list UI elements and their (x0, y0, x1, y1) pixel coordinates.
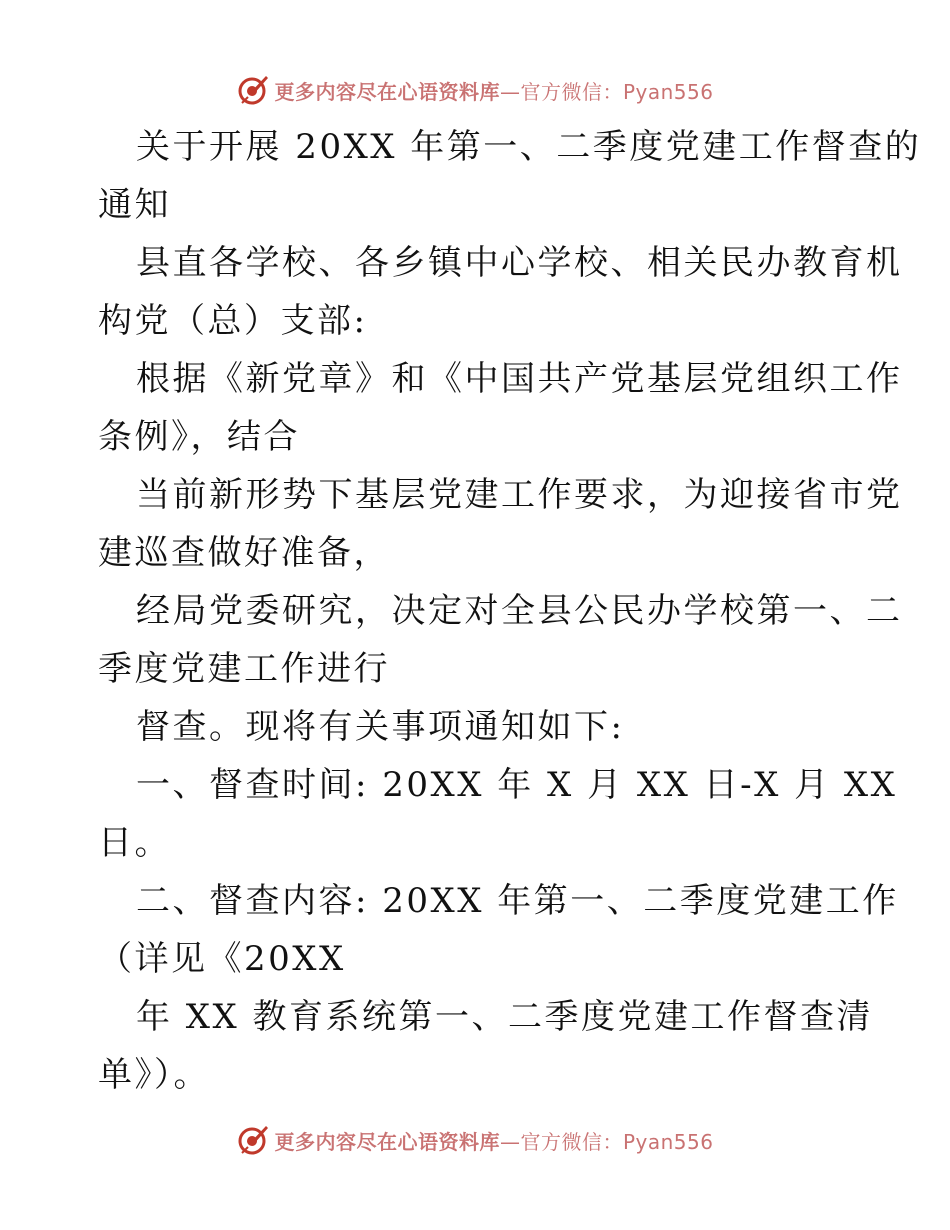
banner-contact: 官方微信：Pyan556 (520, 79, 714, 104)
body-line-1: 根据《新党章》和《中国共产党基层党组织工作 (136, 359, 903, 399)
item-content-line-3: 年 XX 教育系统第一、二季度党建工作督查清 (136, 997, 874, 1037)
banner-brand: 更多内容尽在心语资料库 (274, 1129, 500, 1154)
header-banner-text (274, 76, 713, 105)
item-time-line-2: 日。 (98, 823, 171, 863)
title-line-1: 关于开展 20XX 年第一、二季度党建工作督查的 (136, 127, 922, 167)
title-line-2: 通知 (98, 185, 171, 225)
banner-contact: 官方微信：Pyan556 (520, 1129, 714, 1154)
body-line-6: 季度党建工作进行 (98, 649, 390, 689)
header-banner (0, 70, 950, 110)
body-line-2: 条例》，结合 (98, 417, 300, 457)
quill-seal-icon (236, 73, 270, 107)
item-content-line-1: 二、督查内容: 20XX 年第一、二季度党建工作 (136, 881, 899, 921)
item-content-line-4: 单》）。 (98, 1055, 210, 1095)
recipients-line-1: 县直各学校、各乡镇中心学校、相关民办教育机 (136, 243, 903, 283)
body-line-4: 建巡查做好准备， (98, 533, 390, 573)
body-line-3: 当前新形势下基层党建工作要求，为迎接省市党 (136, 475, 903, 515)
footer-banner-text (274, 1126, 713, 1155)
banner-dash: — (499, 79, 521, 104)
banner-brand: 更多内容尽在心语资料库 (274, 79, 500, 104)
quill-seal-icon (236, 1123, 270, 1157)
footer-banner (0, 1120, 950, 1160)
document-body (98, 118, 922, 1104)
banner-dash: — (499, 1129, 521, 1154)
item-content-line-2: （详见《20XX (98, 939, 346, 979)
recipients-line-2: 构党（总）支部: (98, 301, 368, 341)
body-line-5: 经局党委研究，决定对全县公民办学校第一、二 (136, 591, 903, 631)
item-time-line-1: 一、督查时间: 20XX 年 X 月 XX 日-X 月 XX (136, 765, 898, 805)
body-line-7: 督查。现将有关事项通知如下: (136, 707, 625, 747)
